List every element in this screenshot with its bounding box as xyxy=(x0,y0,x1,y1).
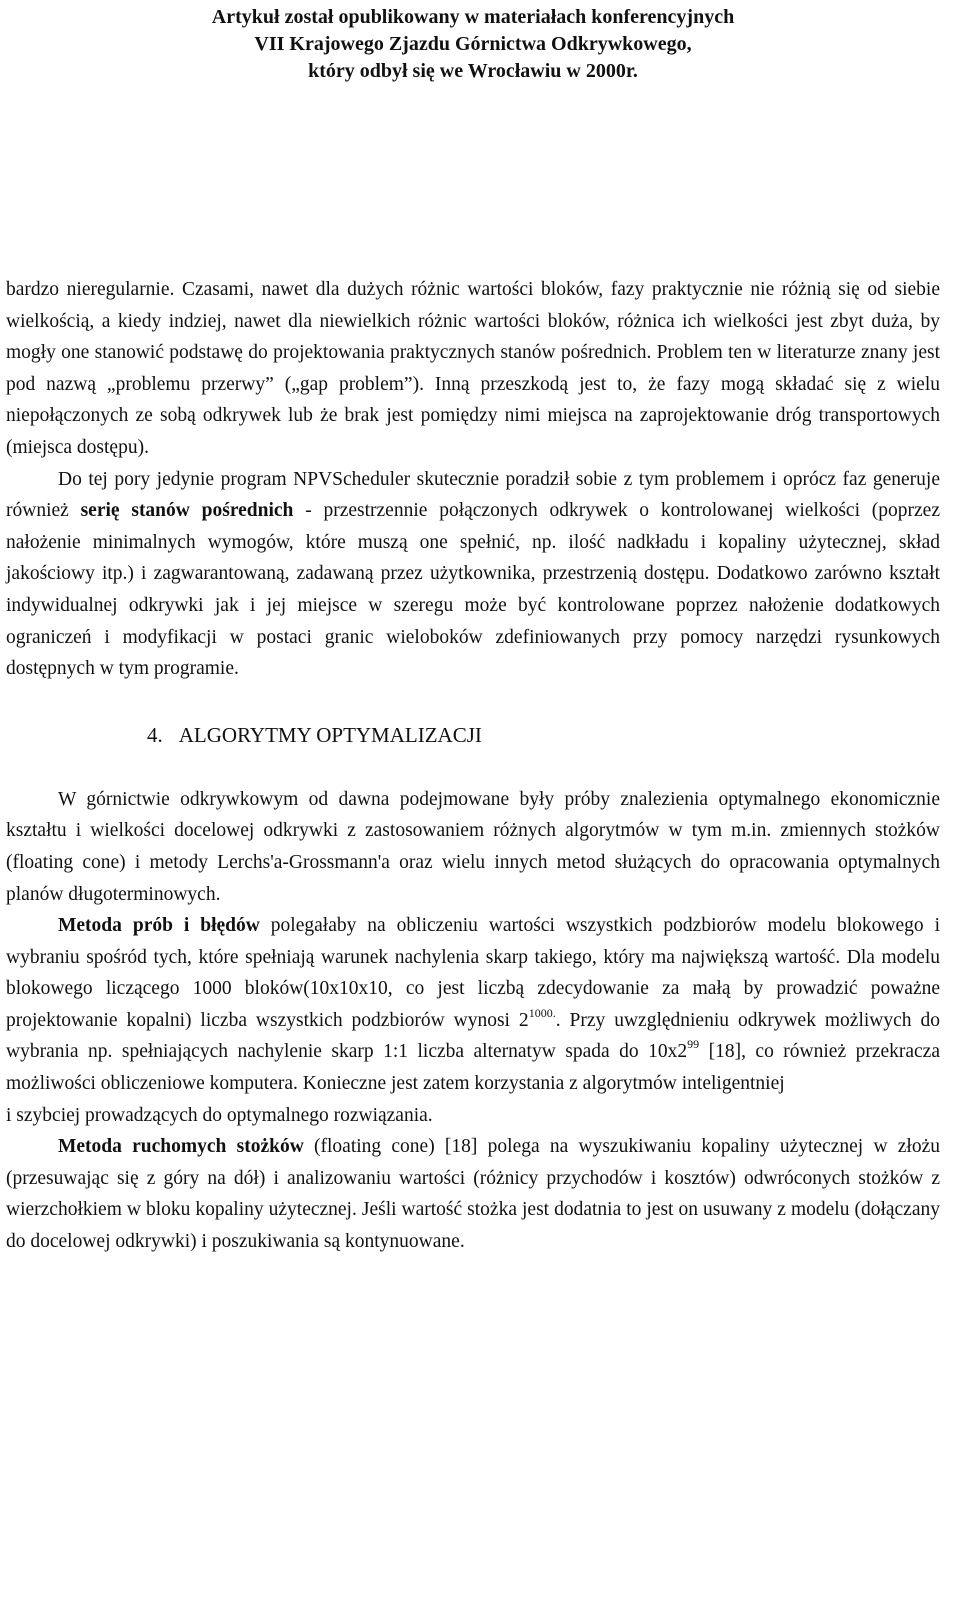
superscript: 99 xyxy=(687,1037,700,1052)
publication-note xyxy=(6,4,940,85)
paragraph-text: bardzo nieregularnie. Czasami, nawet dla dużych różnic wartości bloków, fazy praktycznie nie różnią się od siebie wielkością, a kiedy indziej, nawet dla niewielkich różnic wartości bloków, różnica ich wielkości jest zbyt duża, by mogły one stanowić podstawę do projektowania praktycznych stanów pośrednich. Problem ten w literaturze znany jest pod nazwą „problemu przerwy” („gap problem”). Inną przeszkodą jest to, że fazy mogą składać się z wielu niepołączonych ze sobą odkrywek lub że brak jest pomiędzy nimi miejsca na zaprojektowanie dróg transportowych (miejsca dostępu). xyxy=(6,279,940,458)
paragraph-text: . Przy uwzględnieniu odkrywek możliwych do wybrania np. spełniających nachylenie skarp 1:1 liczba alternatyw spada do 10x2 xyxy=(6,1009,940,1063)
section-title: ALGORYTMY OPTYMALIZACJI xyxy=(178,722,482,747)
paragraph xyxy=(6,464,940,685)
paragraph-continuation xyxy=(6,1100,940,1132)
paragraph xyxy=(6,784,940,910)
publication-note-line: Artykuł został opublikowany w materiałach konferencyjnych xyxy=(211,6,735,28)
paragraph-text: - przestrzennie połączonych odkrywek o kontrolowanej wielkości (poprzez nałożenie minimalnych wymogów, które muszą one spełnić, np. ilość nadkładu i kopaliny użytecznej, skład jakościowy itp.) i zagwarantowaną, zadawaną przez użytkownika, przestrzenią dostępu. Dodatkowo zarówno kształt indywidualnej odkrywki jak i jej miejsce w szeregu może być kontrolowane poprzez nałożenie dodatkowych ograniczeń i modyfikacji w postaci granic wieloboków zdefiniowanych przy pomocy narzędzi rysunkowych dostępnych w tym programie. xyxy=(6,500,940,680)
publication-note-line: VII Krajowego Zjazdu Górnictwa Odkrywkowego, xyxy=(254,33,692,55)
paragraph-text: (floating cone) [18] polega na wyszukiwaniu kopaliny użytecznej w złożu (przesuwając się z góry na dół) i analizowaniu wartości (różnicy przychodów i kosztów) odwróconych stożków z wierzchołkiem w bloku kopaliny użytecznej. Jeśli wartość stożka jest dodatnia to jest on usuwany z modelu (dołączany do docelowej odkrywki) i poszukiwania są kontynuowane. xyxy=(6,1136,940,1253)
paragraph xyxy=(6,1131,940,1257)
paragraph-text: W górnictwie odkrywkowym od dawna podejmowane były próby znalezienia optymalnego ekonomicznie kształtu i wielkości docelowej odkrywki z zastosowaniem różnych algorytmów w tym m.in. zmiennych stożków (floating cone) i metody Lerchs'a-Grossmann'a oraz wielu innych metod służących do opracowania optymalnych planów długoterminowych. xyxy=(6,788,940,905)
paragraph-text: Do tej pory jedynie program NPVScheduler skutecznie poradził sobie z tym problemem i oprócz faz generuje również xyxy=(6,468,940,522)
article-body xyxy=(6,274,940,1258)
section-number: 4. xyxy=(147,722,163,747)
section-heading xyxy=(6,719,940,751)
bold-term: Metoda ruchomych stożków xyxy=(58,1136,304,1158)
bold-term: Metoda prób i błędów xyxy=(58,915,260,937)
paragraph-text: [18], co również przekracza możliwości obliczeniowe komputera. Konieczne jest zatem korzystania z algorytmów inteligentniej xyxy=(6,1041,940,1095)
document-page xyxy=(6,0,940,1258)
paragraph xyxy=(6,274,940,464)
paragraph-text: polegałaby na obliczeniu wartości wszystkich podzbiorów modelu blokowego i wybraniu spośród tych, które spełniają warunek nachylenia skarp takiego, który ma największą wartość. Dla modelu blokowego liczącego 1000 bloków(10x10x10, co jest liczbą zdecydowanie za małą by prowadzić poważne projektowanie kopalni) liczba wszystkich podzbiorów wynosi 2 xyxy=(6,915,940,1031)
superscript: 1000. xyxy=(528,1005,556,1020)
publication-note-line: który odbył się we Wrocławiu w 2000r. xyxy=(308,60,638,82)
paragraph xyxy=(6,910,940,1100)
paragraph-text: i szybciej prowadzących do optymalnego rozwiązania. xyxy=(6,1104,433,1126)
bold-term: serię stanów pośrednich xyxy=(80,500,294,522)
